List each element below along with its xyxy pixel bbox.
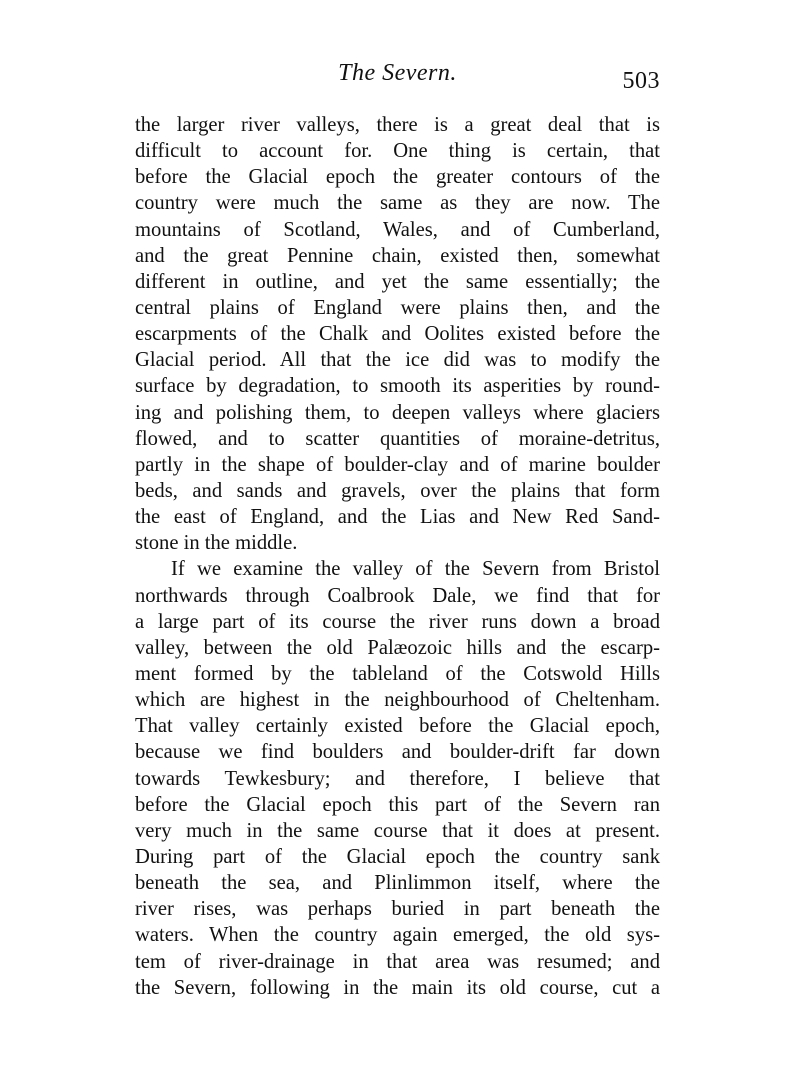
- text-line: towards Tewkesbury; and therefore, I believe that: [135, 767, 660, 790]
- text-line: During part of the Glacial epoch the country sank: [135, 845, 660, 868]
- text-line: and the great Pennine chain, existed then, somewhat: [135, 244, 660, 267]
- text-line: before the Glacial epoch this part of the Severn ran: [135, 793, 660, 816]
- text-line: valley, between the old Palæozoic hills and the escarp-: [135, 636, 660, 659]
- text-line: That valley certainly existed before the Glacial epoch,: [135, 715, 660, 738]
- text-line: central plains of England were plains then, and the: [135, 296, 660, 319]
- running-head: [135, 60, 660, 94]
- text-line: waters. When the country again emerged, the old sys-: [135, 924, 660, 947]
- text-line: beneath the sea, and Plinlimmon itself, where the: [135, 872, 660, 895]
- body-text: [135, 112, 660, 1001]
- text-line: partly in the shape of boulder-clay and of marine boulder: [135, 453, 660, 476]
- text-line: the Severn, following in the main its old course, cut a: [135, 976, 660, 999]
- text-line: before the Glacial epoch the greater contours of the: [135, 166, 660, 189]
- text-line: a large part of its course the river runs down a broad: [135, 610, 660, 633]
- text-line: mountains of Scotland, Wales, and of Cumberland,: [135, 218, 660, 241]
- text-line: country were much the same as they are now. The: [135, 192, 660, 215]
- text-line: northwards through Coalbrook Dale, we find that for: [135, 584, 660, 607]
- text-line: the east of England, and the Lias and New Red Sand-: [135, 506, 660, 529]
- page-number: 503: [622, 68, 660, 94]
- text-line: Glacial period. All that the ice did was to modify the: [135, 349, 660, 372]
- text-line: flowed, and to scatter quantities of moraine-detritus,: [135, 427, 660, 450]
- text-line: escarpments of the Chalk and Oolites existed before the: [135, 323, 660, 346]
- text-line: the larger river valleys, there is a great deal that is: [135, 114, 660, 136]
- paragraph-start-line: If we examine the valley of the Severn from Bristol: [171, 558, 660, 581]
- text-line: which are highest in the neighbourhood of Cheltenham.: [135, 689, 660, 712]
- text-line: tem of river-drainage in that area was resumed; and: [135, 950, 660, 973]
- running-title: The Severn.: [338, 60, 457, 86]
- text-line: ing and polishing them, to deepen valleys where glaciers: [135, 401, 660, 424]
- text-line: because we find boulders and boulder-drift far down: [135, 741, 660, 764]
- text-line: ment formed by the tableland of the Cotswold Hills: [135, 662, 660, 685]
- text-line: very much in the same course that it does at present.: [135, 819, 660, 842]
- text-line: surface by degradation, to smooth its asperities by round-: [135, 375, 660, 398]
- text-line: river rises, was perhaps buried in part beneath the: [135, 898, 660, 921]
- text-line: different in outline, and yet the same essentially; the: [135, 270, 660, 293]
- paragraph-end-line: stone in the middle.: [135, 532, 298, 555]
- text-line: beds, and sands and gravels, over the plains that form: [135, 479, 660, 502]
- text-line: difficult to account for. One thing is certain, that: [135, 140, 660, 163]
